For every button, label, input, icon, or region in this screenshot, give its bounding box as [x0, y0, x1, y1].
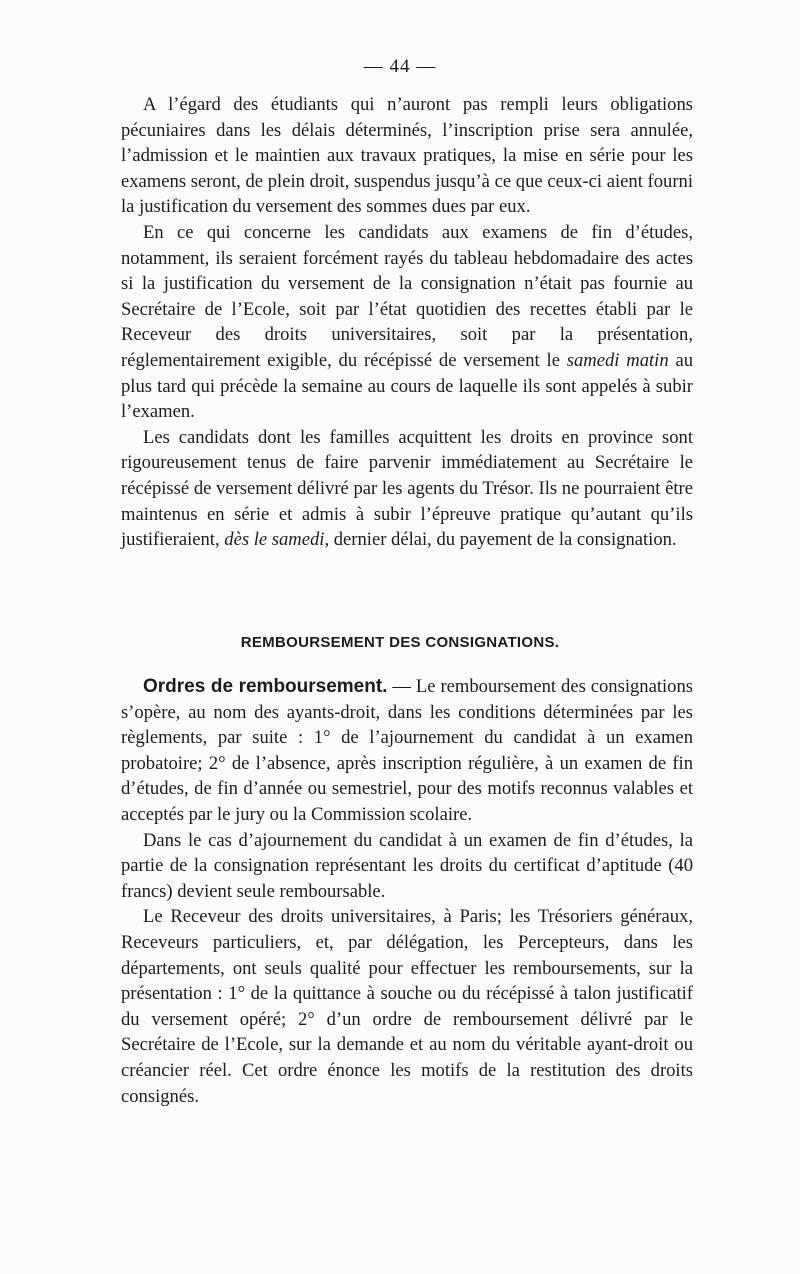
paragraph-3-italic: dès le samedi	[224, 529, 325, 551]
section-paragraph-1-text: — Le remboursement des consignations s’opère, au nom des ayants-droit, dans les conditions déterminées par les règlements, par suite : 1° de l’ajournement du candidat à un examen probatoire; 2° de l’absence, après inscription régulière, à un examen de fin d’études, de fin d’année ou semestriel, pour des motifs reconnus valables et acceptés par le jury ou la Commission scolaire.	[121, 676, 693, 825]
paragraph-2-italic: samedi matin	[566, 349, 669, 371]
page-number: — 44 —	[363, 56, 437, 77]
section-paragraph-1	[121, 674, 693, 828]
paragraph-1: A l’égard des étudiants qui n’auront pas rempli leurs obligations pécuniaires dans les délais déterminés, l’inscription prise sera annulée, l’admission et le maintien aux travaux pratiques, la mise en série pour les examens seront, de plein droit, suspendus jusqu’à ce que ceux-ci aient fourni la justification du versement des sommes dues par eux.	[121, 94, 693, 218]
paragraph-3	[121, 425, 693, 553]
paragraph-2-text-a: En ce qui concerne les candidats aux examens de fin d’études, notamment, ils seraient forcément rayés du tableau hebdomadaire des actes si la justification du versement de la consignation n’était pas fournie au Secrétaire de l’Ecole, soit par l’état quotidien des recettes établi par le Receveur des droits universitaires, soit par la présentation, réglementairement exigible, du récépissé de versement le	[121, 221, 693, 371]
paragraph-2	[121, 220, 693, 425]
run-in-heading: Ordres de remboursement.	[143, 676, 388, 697]
paragraph-2-text-b: au plus tard qui précède la semaine au cours de laquelle ils sont appelés à subir l’examen.	[121, 349, 693, 423]
body-text-top	[121, 92, 693, 553]
section-heading: REMBOURSEMENT DES CONSIGNATIONS.	[240, 634, 560, 651]
section-paragraph-2: Dans le cas d’ajournement du candidat à un examen de fin d’études, la partie de la consignation représentant les droits du certificat d’aptitude (40 francs) devient seule remboursable.	[121, 829, 693, 902]
body-text-bottom	[121, 674, 693, 1109]
paragraph-3-text-b: , dernier délai, du payement de la consignation.	[324, 529, 677, 551]
paragraph-3-text-a: Les candidats dont les familles acquittent les droits en province sont rigoureusement tenus de faire parvenir immédiatement au Secrétaire le récépissé de versement délivré par les agents du Trésor. Ils ne pourraient être maintenus en série et admis à subir l’épreuve pratique qu’autant qu’ils justifieraient,	[121, 426, 693, 551]
section-paragraph-3: Le Receveur des droits universitaires, à Paris; les Trésoriers généraux, Receveurs particuliers, et, par délégation, les Percepteurs, dans les départements, ont seuls qualité pour effectuer les remboursements, sur la présentation : 1° de la quittance à souche ou du récépissé à talon justificatif du versement opéré; 2° d’un ordre de remboursement délivré par le Secrétaire de l’Ecole, sur la demande et au nom du véritable ayant-droit ou créancier réel. Cet ordre énonce les motifs de la restitution des droits consignés.	[121, 906, 693, 1107]
